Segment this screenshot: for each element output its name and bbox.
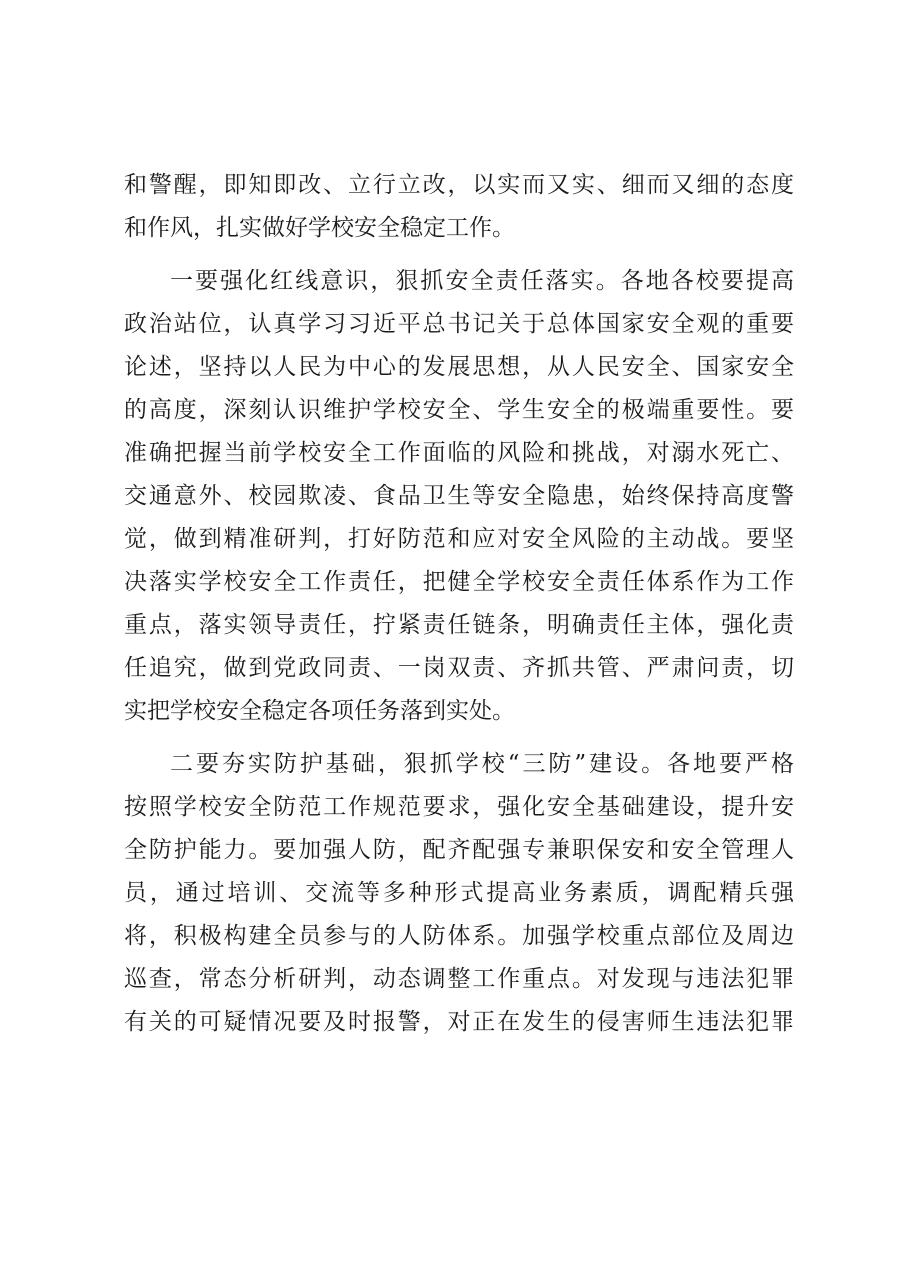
text-line: 觉，做到精准研判，打好防范和应对安全风险的主动战。要坚 <box>124 526 794 552</box>
text-line: 二要夯实防护基础，狠抓学校“三防”建设。各地要严格 <box>170 751 794 777</box>
text-line: 巡查，常态分析研判，动态调整工作重点。对发现与违法犯罪 <box>124 966 794 992</box>
text-line: 政治站位，认真学习习近平总书记关于总体国家安全观的重要 <box>124 311 794 337</box>
text-line: 一要强化红线意识，狠抓安全责任落实。各地各校要提高 <box>170 268 794 294</box>
text-line: 决落实学校安全工作责任，把健全学校安全责任体系作为工作 <box>124 569 794 595</box>
text-line: 全防护能力。要加强人防，配齐配强专兼职保安和安全管理人 <box>124 837 794 863</box>
text-line: 按照学校安全防范工作规范要求，强化安全基础建设，提升安 <box>124 794 794 820</box>
text-line: 和警醒，即知即改、立行立改，以实而又实、细而又细的态度 <box>124 172 794 198</box>
text-line: 将，积极构建全员参与的人防体系。加强学校重点部位及周边 <box>124 923 794 949</box>
document-body <box>124 164 794 1044</box>
text-line: 和作风，扎实做好学校安全稳定工作。 <box>124 215 515 241</box>
text-line: 任追究，做到党政同责、一岗双责、齐抓共管、严肃问责，切 <box>124 655 794 681</box>
text-line: 的高度，深刻认识维护学校安全、学生安全的极端重要性。要 <box>124 397 794 423</box>
text-line: 实把学校安全稳定各项任务落到实处。 <box>124 698 515 724</box>
text-line: 准确把握当前学校安全工作面临的风险和挑战，对溺水死亡、 <box>124 440 794 466</box>
text-line: 员，通过培训、交流等多种形式提高业务素质，调配精兵强 <box>124 880 794 906</box>
text-line: 重点，落实领导责任，拧紧责任链条，明确责任主体，强化责 <box>124 612 794 638</box>
text-line: 论述，坚持以人民为中心的发展思想，从人民安全、国家安全 <box>124 354 794 380</box>
text-line: 有关的可疑情况要及时报警，对正在发生的侵害师生违法犯罪 <box>124 1009 794 1035</box>
text-line: 交通意外、校园欺凌、食品卫生等安全隐患，始终保持高度警 <box>124 483 794 509</box>
